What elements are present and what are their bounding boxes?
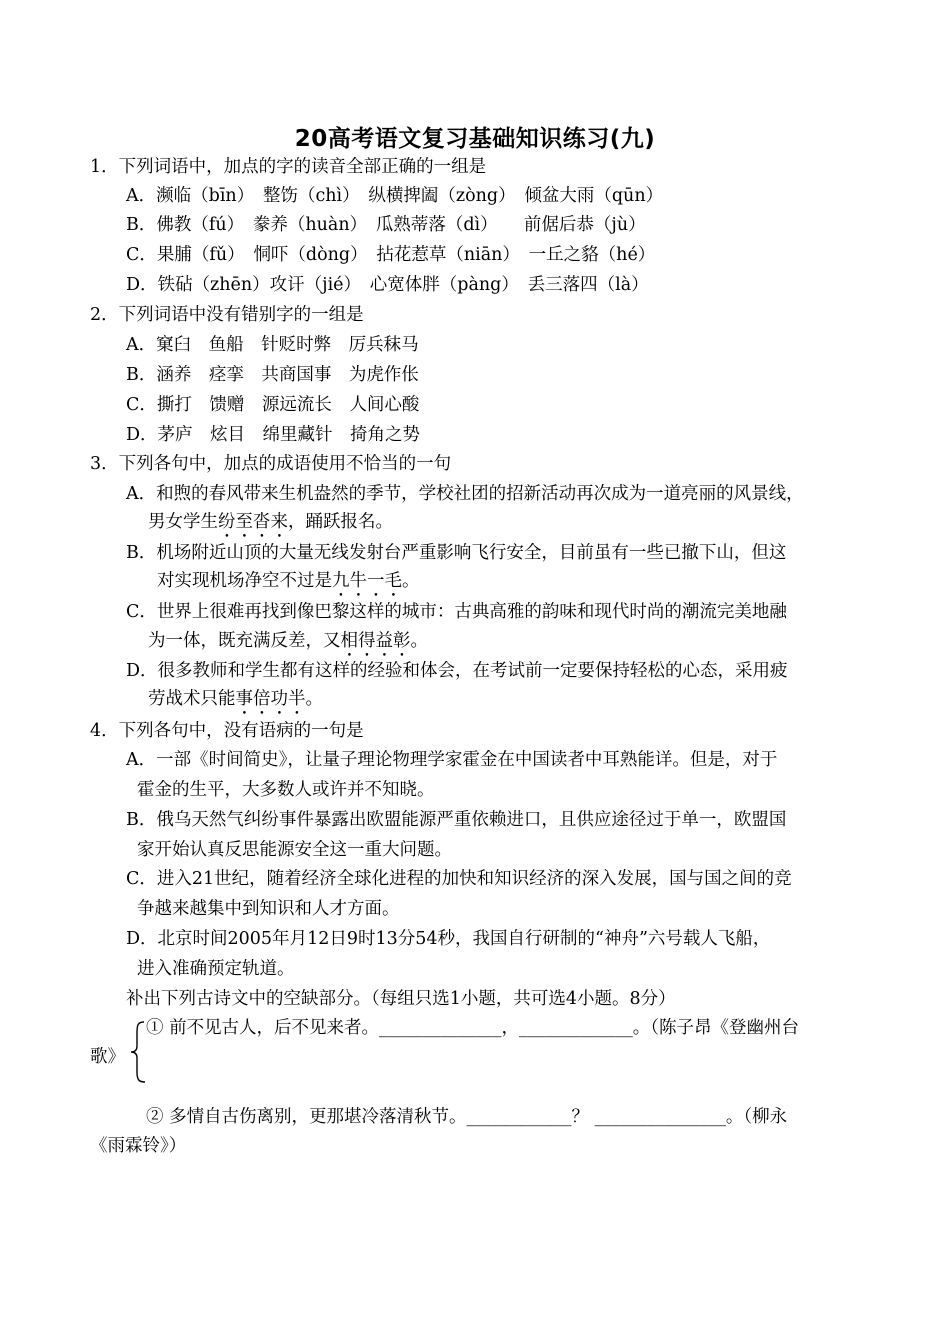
question-4-option-d: D．北京时间2005年月12日9时13分54秒，我国自行研制的“神舟”六号载人飞船， [126, 929, 771, 949]
question-3-option-d-cont: 劳战术只能事倍功半。 [148, 689, 323, 709]
question-3-stem: 3．下列各句中，加点的成语使用不恰当的一句 [90, 454, 452, 474]
question-4-option-c-cont: 争越来越集中到知识和人才方面。 [137, 899, 400, 919]
dotted-idiom: 事倍功半 [235, 689, 306, 709]
question-4-stem: 4．下列各句中，没有语病的一句是 [90, 721, 364, 741]
poem-item-1: ① 前不见古人，后不见来者。______________，_____________。（陈子昂《登幽州台 [146, 1018, 800, 1038]
question-2-option-d: D．茅庐 炫目 绵里藏针 掎角之势 [126, 425, 421, 445]
poem-item-1-cont: 歌》 [90, 1047, 125, 1067]
question-3-option-b-cont: 对实现机场净空不过是九牛一毛。 [157, 571, 420, 591]
question-2-option-c: C．撕打 馈赠 源远流长 人间心酸 [126, 395, 420, 415]
question-2-stem: 2．下列词语中没有错别字的一组是 [90, 305, 364, 325]
question-2-option-a: A．窠臼 鱼船 针贬时弊 厉兵秣马 [126, 335, 419, 355]
question-3-option-a: A．和煦的春风带来生机盎然的季节，学校社团的招新活动再次成为一道亮丽的风景线， [126, 484, 804, 504]
poem-item-2: ② 多情自古伤离别，更那堪冷落清秋节。____________？ _______________。（柳永 [146, 1107, 788, 1127]
dotted-idiom: 纷至沓来 [218, 512, 288, 532]
question-3-option-b: B．机场附近山顶的大量无线发射台严重影响飞行安全，目前虽有一些已撤下山，但这 [126, 543, 787, 563]
left-brace-icon [129, 1020, 147, 1084]
question-4-option-b-cont: 家开始认真反思能源安全这一重大问题。 [137, 840, 452, 860]
question-1-stem: 1．下列词语中，加点的字的读音全部正确的一组是 [90, 157, 487, 177]
question-3-option-a-cont: 男女学生纷至沓来，踊跃报名。 [148, 512, 393, 532]
question-2-option-b: B．涵养 痉挛 共商国事 为虎作伥 [126, 365, 419, 385]
question-4-option-c: C．进入21世纪，随着经济全球化进程的加快和知识经济的深入发展，国与国之间的竞 [126, 869, 792, 889]
question-1-option-c: C．果脯（fǔ） 恫吓（dòng） 拈花惹草（niān） 一丘之貉（hé） [126, 245, 656, 265]
poem-item-2-cont: 《雨霖铃》） [90, 1136, 187, 1156]
question-4-option-d-cont: 进入准确预定轨道。 [137, 959, 295, 979]
poem-section-intro: 补出下列古诗文中的空缺部分。（每组只选1小题，共可选4小题。8分） [126, 989, 676, 1009]
question-3-option-c: C．世界上很难再找到像巴黎这样的城市：古典高雅的韵味和现代时尚的潮流完美地融 [126, 602, 787, 622]
question-1-option-b: B．佛教（fú） 豢养（huàn） 瓜熟蒂落（dì） 前倨后恭（jù） [126, 215, 646, 235]
question-4-option-a: A．一部《时间简史》，让量子理论物理学家霍金在中国读者中耳熟能详。但是，对于 [126, 750, 778, 770]
question-4-option-a-cont: 霍金的生平，大多数人或许并不知晓。 [137, 780, 435, 800]
question-4-option-b: B．俄乌天然气纠纷事件暴露出欧盟能源严重依赖进口，且供应途径过于单一，欧盟国 [126, 810, 787, 830]
question-1-option-d: D．铁砧（zhēn）攻讦（jié） 心宽体胖（pàng） 丢三落四（là） [126, 275, 649, 295]
dotted-idiom: 九牛一毛 [332, 571, 402, 591]
question-1-option-a: A．濒临（bīn） 整饬（chì） 纵横捭阖（zòng） 倾盆大雨（qūn） [126, 186, 664, 206]
page-title: 20高考语文复习基础知识练习(九) [294, 126, 656, 152]
question-3-option-c-cont: 为一体，既充满反差，又相得益彰。 [148, 631, 428, 651]
question-3-option-d: D．很多教师和学生都有这样的经验和体会，在考试前一定要保持轻松的心态，采用疲 [126, 661, 788, 681]
dotted-idiom: 相得益彰 [340, 631, 411, 651]
